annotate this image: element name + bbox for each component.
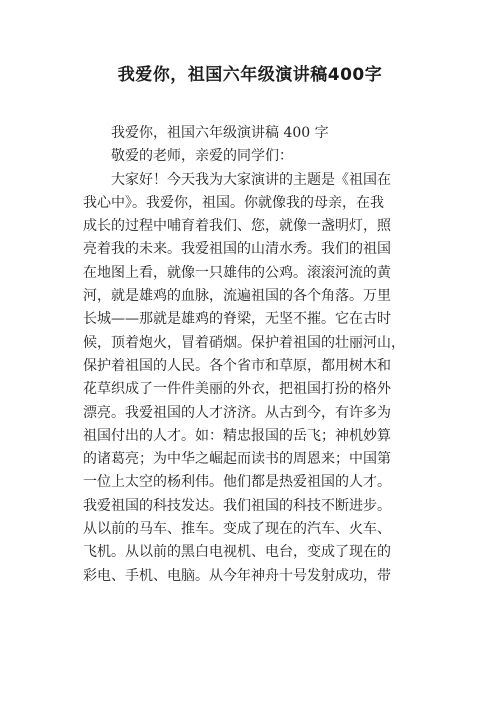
body-line: 一位上太空的杨利伟。他们都是热爱祖国的人才。 bbox=[83, 474, 391, 491]
body-line: 大家好！今天我为大家演讲的主题是《祖国在 bbox=[111, 171, 391, 188]
body-line: 候，顶着炮火，冒着硝烟。保护着祖国的壮丽河山， bbox=[83, 334, 405, 351]
body-line: 河，就是雄鸡的血脉，流遍祖国的各个角落。万里 bbox=[83, 288, 391, 305]
body-line: 保护着祖国的人民。各个省市和草原，都用树木和 bbox=[83, 357, 391, 374]
body-line: 花草织成了一件件美丽的外衣，把祖国打扮的格外 bbox=[83, 381, 391, 398]
body-line: 从以前的马车、推车。变成了现在的汽车、火车、 bbox=[83, 521, 391, 538]
body-line: 彩电、手机、电脑。从今年神舟十号发射成功，带 bbox=[83, 567, 391, 584]
body-line: 长城——那就是雄鸡的脊梁，无坚不摧。它在古时 bbox=[83, 311, 391, 328]
body-line: 飞机。从以前的黑白电视机、电台，变成了现在的 bbox=[83, 544, 391, 561]
salutation-line: 敬爱的老师，亲爱的同学们： bbox=[111, 148, 293, 165]
subtitle-line: 我爱你，祖国六年级演讲稿 400 字 bbox=[111, 125, 329, 141]
body-line: 亮着我的未来。我爱祖国的山清水秀。我们的祖国 bbox=[83, 241, 391, 258]
body-line: 的诸葛亮；为中华之崛起而读书的周恩来；中国第 bbox=[83, 451, 391, 468]
body-line: 我心中》。我爱你，祖国。你就像我的母亲，在我 bbox=[83, 194, 384, 211]
document-body bbox=[83, 122, 423, 588]
body-line: 在地图上看，就像一只雄伟的公鸡。滚滚河流的黄 bbox=[83, 264, 391, 281]
body-line: 成长的过程中哺育着我们、您，就像一盏明灯，照 bbox=[83, 218, 391, 235]
body-line: 我爱祖国的科技发达。我们祖国的科技不断进步。 bbox=[83, 497, 391, 514]
body-line: 漂亮。我爱祖国的人才济济。从古到今，有许多为 bbox=[83, 404, 391, 421]
document-title: 我爱你，祖国六年级演讲稿400字 bbox=[117, 65, 383, 85]
body-line: 祖国付出的人才。如：精忠报国的岳飞；神机妙算 bbox=[83, 427, 391, 444]
